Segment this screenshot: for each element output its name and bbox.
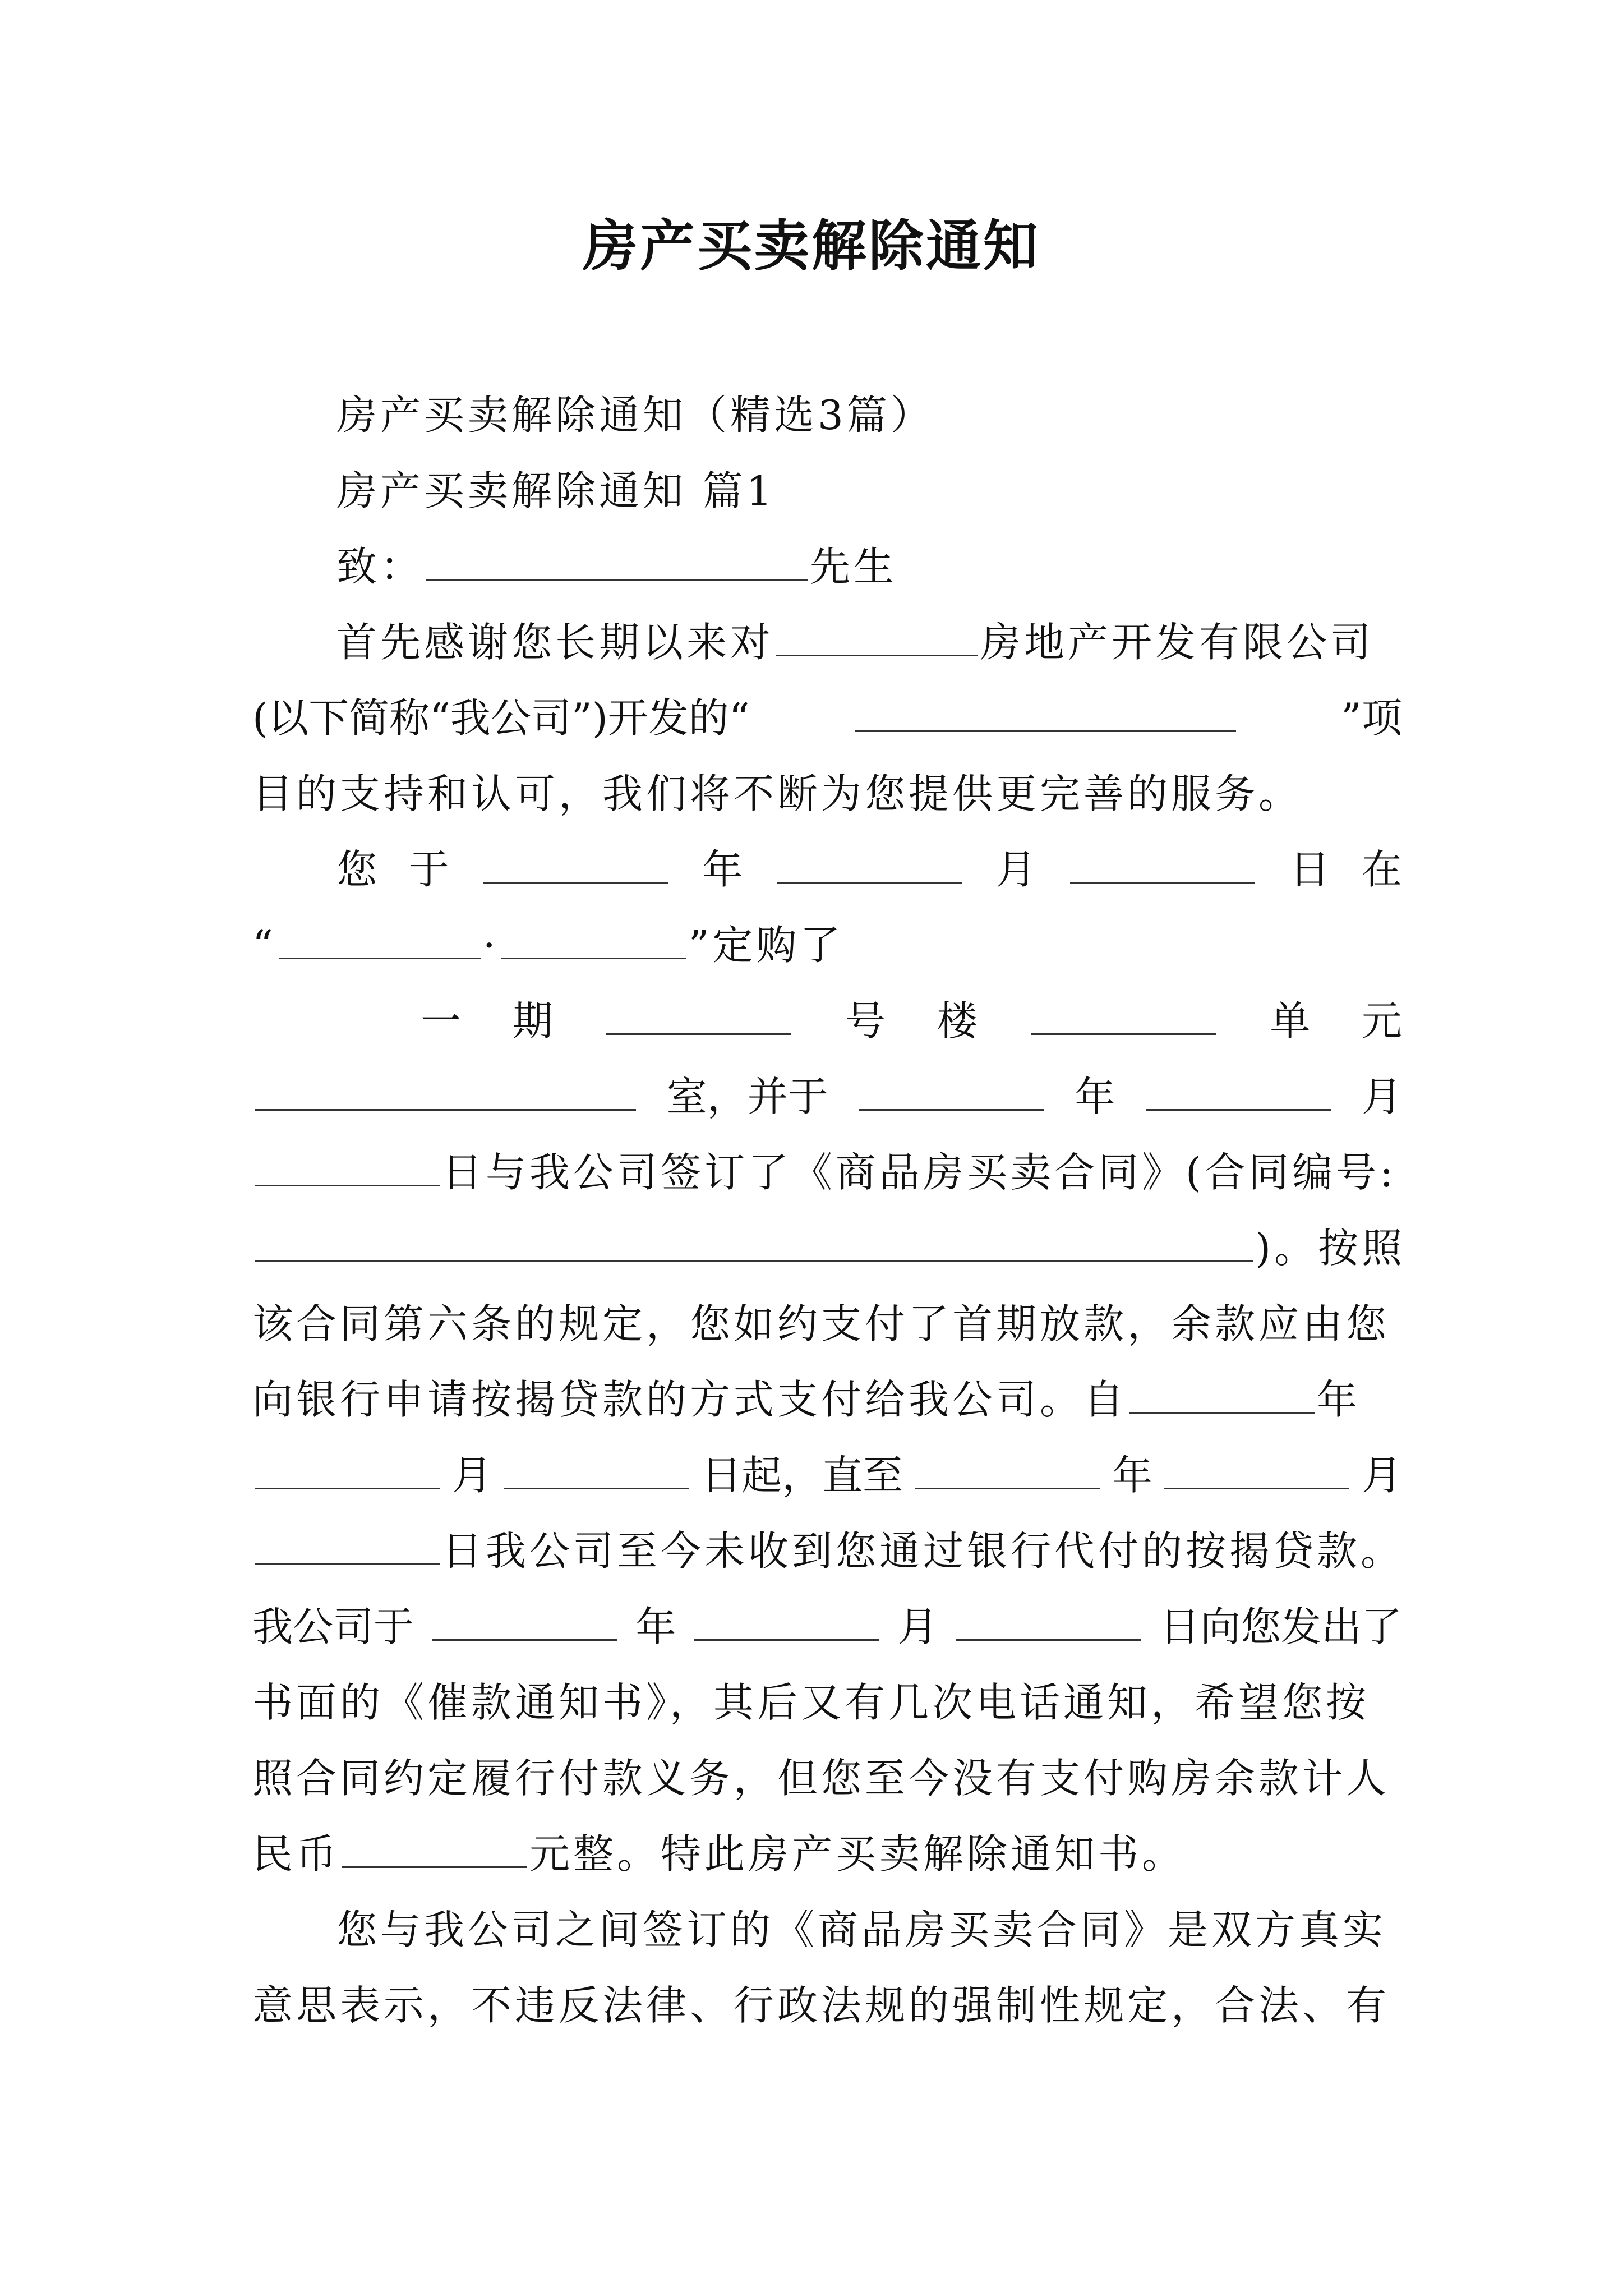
fill-blank (255, 1257, 1253, 1262)
text-segment: 您与我公司之间签订的《商品房买卖合同》是双方真实 (336, 1906, 1387, 1953)
text-segment: 年 (1075, 1073, 1115, 1120)
paragraph-line (252, 1366, 1402, 1433)
text-segment: )。按照 (1255, 1225, 1406, 1272)
paragraph-line (336, 1896, 1402, 1963)
fill-blank (255, 1484, 440, 1489)
fill-blank (1146, 1106, 1331, 1111)
paragraph-line (421, 987, 1402, 1055)
fill-blank (255, 1560, 440, 1565)
text-segment: 您 (336, 846, 377, 893)
fill-blank (694, 1636, 879, 1641)
fill-blank (1031, 1030, 1216, 1035)
text-segment: 室，并于 (666, 1073, 828, 1120)
text-segment: 年 (1112, 1452, 1153, 1499)
paragraph-line (252, 1139, 1402, 1206)
paragraph-line (336, 609, 1402, 676)
paragraph-line (252, 684, 1402, 752)
text-segment: 房产买卖解除通知（精选3篇） (336, 392, 934, 439)
text-segment: ”定购了 (688, 922, 844, 969)
text-segment: 年 (1317, 1376, 1361, 1423)
text-segment: 元 (1361, 997, 1402, 1045)
text-segment: 先生 (810, 543, 898, 590)
text-segment: 期 (512, 997, 553, 1045)
section-heading (336, 457, 1402, 524)
fill-blank (1070, 878, 1255, 884)
text-segment: “ (252, 922, 276, 969)
text-segment: 楼 (937, 997, 978, 1045)
text-segment: 日起，直至 (701, 1452, 903, 1499)
text-segment: 在 (1361, 846, 1402, 893)
text-segment: · (482, 922, 499, 969)
paragraph-line (252, 1820, 1402, 1888)
paragraph-line (252, 1214, 1406, 1282)
text-segment: 年 (702, 846, 743, 893)
text-segment: 年 (635, 1603, 676, 1650)
text-segment: 月 (995, 846, 1036, 893)
text-segment: 月 (897, 1603, 938, 1650)
paragraph-line (252, 1063, 1402, 1130)
text-segment: 致： (336, 543, 425, 590)
fill-blank (255, 1181, 440, 1186)
text-segment: 月 (451, 1452, 492, 1499)
paragraph-line (252, 1517, 1405, 1585)
text-segment: 我公司于 (252, 1603, 414, 1650)
text-segment: 日我公司至今未收到您通过银行代付的按揭贷款。 (442, 1527, 1405, 1575)
paragraph-line (252, 1290, 1402, 1358)
text-segment: 日 (1289, 846, 1330, 893)
text-segment: 于 (408, 846, 449, 893)
text-segment: ”项 (1341, 694, 1402, 742)
paragraph-line (252, 1669, 1402, 1736)
fill-blank (255, 1106, 636, 1111)
recipient-line (336, 533, 1402, 600)
fill-blank (776, 651, 978, 656)
text-segment: 向银行申请按揭贷款的方式支付给我公司。自 (252, 1376, 1128, 1423)
text-segment: 首先感谢您长期以来对 (336, 619, 774, 666)
paragraph-line (252, 1593, 1402, 1660)
text-segment: 该合同第六条的规定，您如约支付了首期放款，余款应由您 (252, 1300, 1390, 1347)
paragraph-line (336, 836, 1402, 903)
fill-blank (483, 878, 668, 884)
paragraph-line (252, 1745, 1402, 1812)
text-segment: 日向您发出了 (1159, 1603, 1402, 1650)
fill-blank (606, 1030, 791, 1035)
text-segment: 元整。特此房产买卖解除通知书。 (529, 1830, 1186, 1878)
text-segment: 意思表示，不违反法律、行政法规的强制性规定，合法、有 (252, 1982, 1390, 2029)
paragraph-line (252, 1442, 1402, 1509)
fill-blank (859, 1106, 1044, 1111)
fill-blank (501, 954, 686, 959)
fill-blank (915, 1484, 1100, 1489)
fill-blank (504, 1484, 689, 1489)
text-segment: 书面的《催款通知书》，其后又有几次电话通知，希望您按 (252, 1679, 1370, 1726)
text-segment: 号 (845, 997, 886, 1045)
text-segment: 月 (1361, 1452, 1402, 1499)
fill-blank (956, 1636, 1141, 1641)
text-segment: 单 (1270, 997, 1311, 1045)
fill-blank (432, 1636, 617, 1641)
text-segment: 月 (1361, 1073, 1402, 1120)
text-segment: 目的支持和认可，我们将不断为您提供更完善的服务。 (252, 770, 1303, 817)
fill-blank (342, 1863, 527, 1868)
paragraph-line (252, 760, 1402, 827)
fill-blank (1129, 1409, 1315, 1414)
fill-blank (1164, 1484, 1349, 1489)
subtitle-line (336, 381, 1402, 449)
document-title: 房产买卖解除通知 (582, 214, 1040, 278)
text-segment: (以下简称“我公司”)开发的“ (252, 694, 750, 742)
text-segment: 民币 (252, 1830, 340, 1878)
fill-blank (279, 954, 481, 959)
text-segment: 照合同约定履行付款义务，但您至今没有支付购房余款计人 (252, 1755, 1390, 1802)
fill-blank (777, 878, 962, 884)
text-segment: 一 (421, 997, 462, 1045)
text-segment: 房产买卖解除通知 篇1 (336, 467, 776, 514)
paragraph-line (252, 912, 1402, 979)
fill-blank (426, 576, 808, 581)
text-segment: 日与我公司签订了《商品房买卖合同》(合同编号: (442, 1149, 1397, 1196)
fill-blank (855, 727, 1236, 732)
paragraph-line (252, 1972, 1402, 2039)
text-segment: 房地产开发有限公司 (980, 619, 1375, 666)
